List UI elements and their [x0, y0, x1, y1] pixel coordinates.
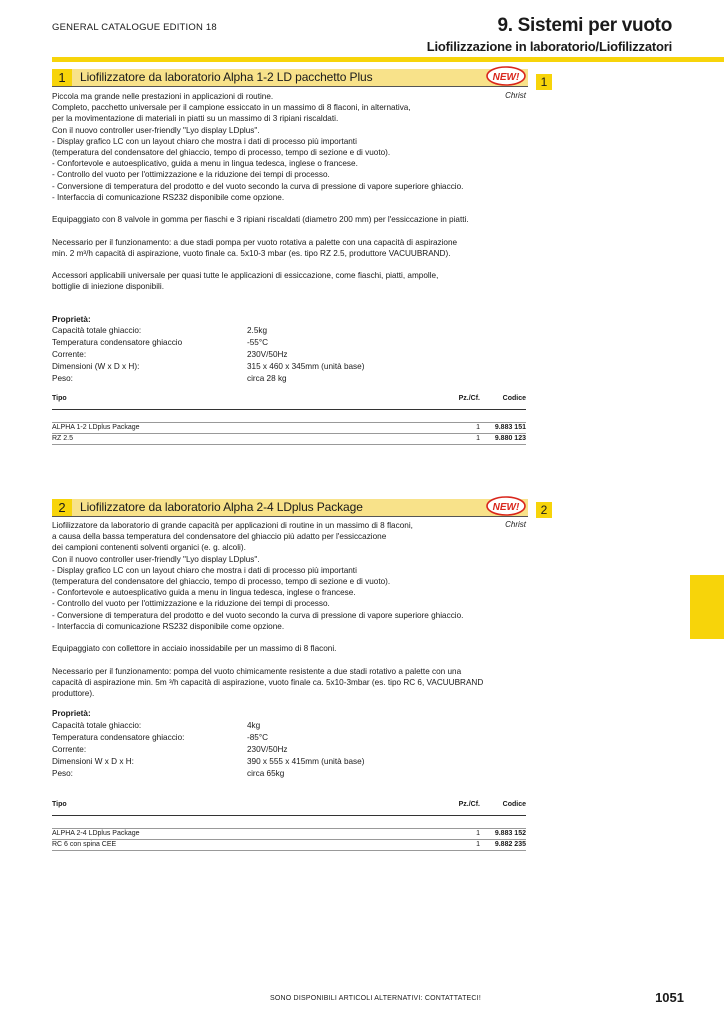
property-row	[52, 349, 522, 361]
property-value: circa 28 kg	[247, 374, 287, 383]
table-header	[52, 395, 526, 410]
section-2-properties	[52, 720, 522, 780]
property-value: 315 x 460 x 345mm (unità base)	[247, 362, 365, 371]
property-key: Temperatura condensatore ghiaccio:	[52, 733, 185, 742]
property-key: Dimensioni W x D x H:	[52, 757, 134, 766]
property-value: -55°C	[247, 338, 269, 347]
property-value: 2.5kg	[247, 326, 268, 335]
section-2-brand: Christ	[505, 520, 526, 529]
new-badge-icon	[486, 66, 526, 86]
new-badge-label: NEW!	[492, 72, 520, 83]
section-2-side-number: 2	[536, 502, 552, 518]
property-value: 230V/50Hz	[247, 745, 288, 754]
header-divider	[52, 57, 724, 62]
cell-type: ALPHA 2-4 LDplus Package	[52, 830, 140, 837]
cell-qty: 1	[476, 435, 480, 442]
section-2-number: 2	[52, 499, 72, 516]
column-header-code: Codice	[502, 801, 526, 808]
property-row	[52, 361, 522, 373]
cell-code: 9.882 235	[494, 841, 526, 848]
section-2-properties-label: Proprietà:	[52, 709, 91, 718]
property-row	[52, 325, 522, 337]
property-value: 4kg	[247, 721, 261, 730]
section-1-product-table	[52, 395, 526, 445]
cell-type: RC 6 con spina CEE	[52, 841, 117, 848]
footer-note: SONO DISPONIBILI ARTICOLI ALTERNATIVI: CONTATTATECI!	[270, 995, 481, 1002]
cell-code: 9.880 123	[494, 435, 526, 442]
property-key: Peso:	[52, 374, 73, 383]
cell-type: RZ 2.5	[52, 435, 74, 442]
table-spacer	[52, 410, 526, 423]
cell-code: 9.883 151	[494, 424, 526, 431]
property-value: -85°C	[247, 733, 269, 742]
table-row	[52, 840, 526, 851]
property-row	[52, 768, 522, 780]
section-1-title: Liofilizzatore da laboratorio Alpha 1-2 LD pacchetto Plus	[80, 70, 373, 84]
section-2-description: Liofilizzatore da laboratorio di grande capacità per applicazioni di routine in un massimo di 8 flaconi, a causa della bassa temperatura del condensatore del ghiaccio più adatto per l'essiccazione dei campioni contenenti solventi organici (e. g. alcoli). Con il nuovo controller user-friendly "Lyo display LDplus". - Display grafico LC con un layout chiaro che mostra i dati di processo più importanti (temperatura del condensatore del ghiaccio, tempo di processo, tempo di sezione e di vuoto). - Confortevole e autoesplicativo guida a menu in lingua tedesca, inglese o francese. - Controllo del vuoto per l'ottimizzazione e la riduzione dei tempi di processo. - Conversione di temperatura del prodotto e del vuoto secondo la curva di pressione di vapore superiore ghiaccio. - Interfaccia di comunicazione RS232 disponibile come opzione. Equipaggiato con collettore in acciaio inossidabile per un massimo di 8 flaconi. Necessario per il funzionamento: pompa del vuoto chimicamente resistente a due stadi rotativo a palette con una capacità di aspirazione min. 5m ³/h capacità di aspirazione, vuoto finale ca. 5x10-3mbar (es. tipo RC 6, VACUUBRAND produttore).	[52, 521, 484, 699]
table-row	[52, 434, 526, 445]
chapter-subtitle: Liofilizzazione in laboratorio/Liofilizzatori	[426, 39, 672, 54]
section-1-properties	[52, 325, 522, 385]
cell-code: 9.883 152	[494, 830, 526, 837]
property-key: Temperatura condensatore ghiaccio	[52, 338, 183, 347]
property-key: Corrente:	[52, 350, 87, 359]
catalogue-edition: GENERAL CATALOGUE EDITION 18	[52, 22, 217, 33]
section-1-properties-label: Proprietà:	[52, 315, 91, 324]
property-key: Peso:	[52, 769, 73, 778]
cell-qty: 1	[476, 424, 480, 431]
table-spacer	[52, 816, 526, 829]
section-1-side-number: 1	[536, 74, 552, 90]
property-row	[52, 337, 522, 349]
section-2-header	[52, 499, 528, 517]
column-header-type: Tipo	[52, 801, 67, 808]
new-badge-label: NEW!	[492, 502, 520, 513]
chapter-title: 9. Sistemi per vuoto	[497, 15, 672, 36]
page-number: 1051	[655, 990, 684, 1005]
column-header-type: Tipo	[52, 395, 67, 402]
property-value: 230V/50Hz	[247, 350, 288, 359]
table-header	[52, 801, 526, 816]
new-badge-icon	[486, 496, 526, 516]
property-row	[52, 744, 522, 756]
property-key: Dimensioni (W x D x H):	[52, 362, 140, 371]
section-1-header	[52, 69, 528, 87]
property-value: 390 x 555 x 415mm (unità base)	[247, 757, 365, 766]
section-2-product-table	[52, 801, 526, 851]
chapter-tab-marker	[690, 575, 724, 639]
cell-type: ALPHA 1-2 LDplus Package	[52, 424, 140, 431]
property-key: Capacità totale ghiaccio:	[52, 326, 142, 335]
cell-qty: 1	[476, 841, 480, 848]
table-row	[52, 423, 526, 434]
section-2-title: Liofilizzatore da laboratorio Alpha 2-4 LDplus Package	[80, 500, 363, 514]
table-row	[52, 829, 526, 840]
property-key: Capacità totale ghiaccio:	[52, 721, 142, 730]
section-1-brand: Christ	[505, 91, 526, 100]
section-1-number: 1	[52, 69, 72, 86]
column-header-code: Codice	[502, 395, 526, 402]
property-row	[52, 720, 522, 732]
property-key: Corrente:	[52, 745, 87, 754]
column-header-qty: Pz./Cf.	[458, 801, 480, 808]
cell-qty: 1	[476, 830, 480, 837]
column-header-qty: Pz./Cf.	[458, 395, 480, 402]
section-1-description: Piccola ma grande nelle prestazioni in applicazioni di routine. Completo, pacchetto universale per il campione essiccato in un massimo di 8 flaconi, in alternativa, per la movimentazione di materiali in piatti su un massimo di 3 ripiani riscaldati. Con il nuovo controller user-friendly "Lyo display LDplus". - Display grafico LC con un layout chiaro che mostra i dati di processo più importanti (temperatura del condensatore del ghiaccio, tempo di processo, tempo di sezione e di vuoto). - Confortevole e autoesplicativo, guida a menu in lingua tedesca, inglese o francese. - Controllo del vuoto per l'ottimizzazione e la riduzione dei tempi di processo. - Conversione di temperatura del prodotto e del vuoto secondo la curva di pressione di vapore superiore ghiaccio. - Interfaccia di comunicazione RS232 disponibile come opzione. Equipaggiato con 8 valvole in gomma per fiaschi e 3 ripiani riscaldati (diametro 200 mm) per l'essiccazione in piatti. Necessario per il funzionamento: a due stadi pompa per vuoto rotativa a palette con una capacità di aspirazione min. 2 m³/h capacità di aspirazione, vuoto finale ca. 5x10-3 mbar (es. tipo RZ 2.5, produttore VACUUBRAND). Accessori applicabili universale per quasi tutte le applicazioni di essiccazione, come fiaschi, piatti, ampolle, bottiglie di iniezione disponibili.	[52, 92, 469, 292]
property-row	[52, 732, 522, 744]
property-row	[52, 756, 522, 768]
property-value: circa 65kg	[247, 769, 285, 778]
property-row	[52, 373, 522, 385]
